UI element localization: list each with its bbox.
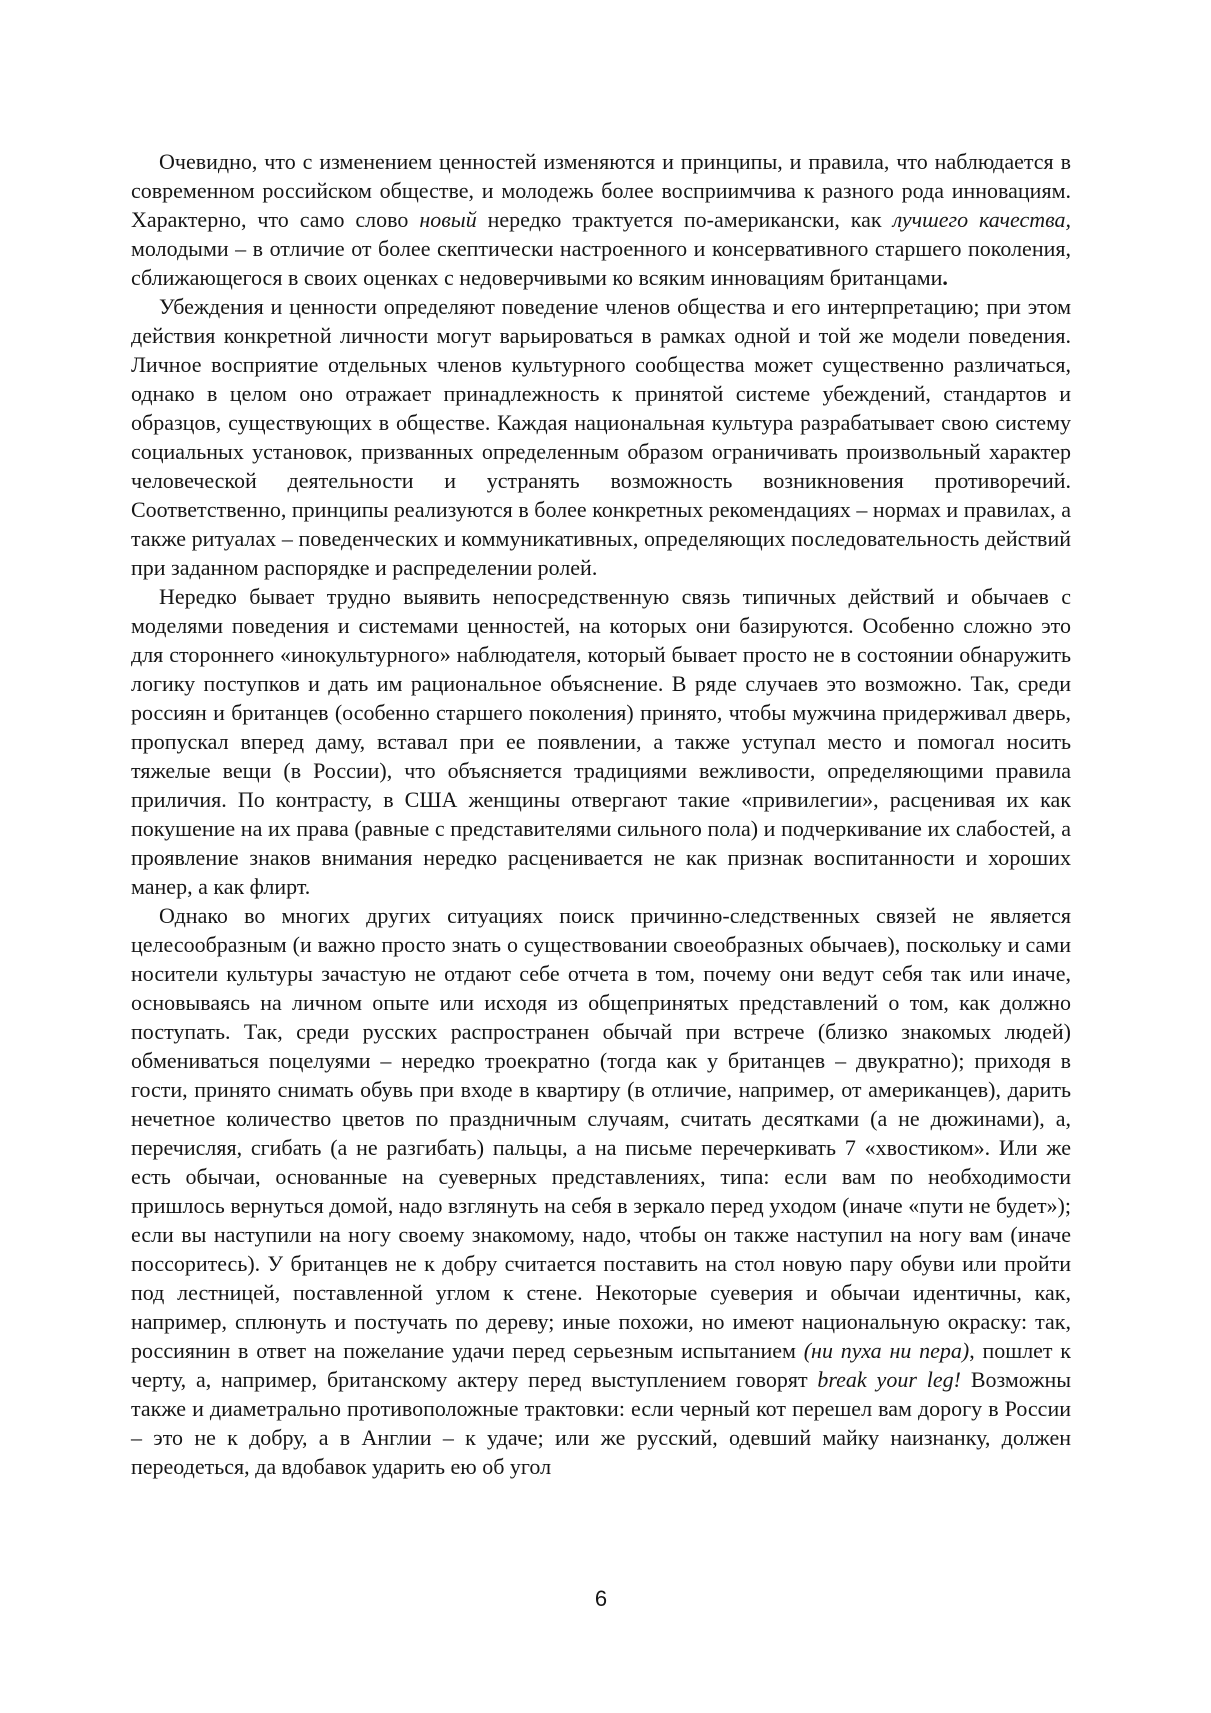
- paragraph-1-segment-6: .: [942, 265, 948, 290]
- paragraph-2: [131, 292, 1071, 582]
- paragraph-4-segment-3: , пошлет к черту, а, например, британскому актеру перед выступлением говорят: [131, 1338, 1072, 1392]
- paragraph-1-segment-5: молодыми – в отличие от более скептически настроенного и консервативного старшего поколения, сближающегося в своих оценках с недоверчивыми ко всяким инновациям британцами: [131, 236, 1071, 290]
- paragraph-1-segment-1: Очевидно, что с изменением ценностей изменяются и принципы, и правила, что наблюдается в современном российском обществе, и молодежь более восприимчива к разного рода инновациям. Характерно, что само слово: [131, 149, 1071, 232]
- text-body: [131, 147, 1071, 1481]
- paragraph-4-segment-4: break your leg!: [817, 1367, 961, 1392]
- paragraph-4: [131, 901, 1071, 1481]
- paragraph-2-segment-1: Убеждения и ценности определяют поведение членов общества и его интерпретацию; при этом действия конкретной личности могут варьироваться в рамках одной и той же модели поведения. Личное восприятие отдельных членов культурного сообщества может существенно различаться, однако в целом оно отражает принадлежность к принятой системе убеждений, стандартов и образцов, существующих в обществе. Каждая национальная культура разрабатывает свою систему социальных установок, призванных определенным образом ограничивать произвольный характер человеческой деятельности и устранять возможность возникновения противоречий. Соответственно, принципы реализуются в более конкретных рекомендациях – нормах и правилах, а также ритуалах – поведенческих и коммуникативных, определяющих последовательность действий при заданном распорядке и распределении ролей.: [131, 294, 1071, 580]
- paragraph-1-segment-4: лучшего качества,: [892, 207, 1071, 232]
- page-number: 6: [594, 1586, 608, 1611]
- paragraph-4-segment-2: (ни пуха ни пера): [803, 1338, 970, 1363]
- paragraph-1: [131, 147, 1071, 292]
- paragraph-4-segment-5: Возможны также и диаметрально противоположные трактовки: если черный кот перешел вам дорогу в России – это не к добру, а в Англии – к удаче; или же русский, одевший майку наизнанку, должен переодеться, да вдобавок ударить ею об угол: [131, 1367, 1071, 1479]
- paragraph-4-segment-1: Однако во многих других ситуациях поиск причинно-следственных связей не является целесообразным (и важно просто знать о существовании своеобразных обычаев), поскольку и сами носители культуры зачастую не отдают себе отчета в том, почему они ведут себя так или иначе, основываясь на личном опыте или исходя из общепринятых представлений о том, как должно поступать. Так, среди русских распространен обычай при встрече (близко знакомых людей) обмениваться поцелуями – нередко троекратно (тогда как у британцев – двукратно); приходя в гости, принято снимать обувь при входе в квартиру (в отличие, например, от американцев), дарить нечетное количество цветов по праздничным случаям, считать десятками (а не дюжинами), а, перечисляя, сгибать (а не разгибать) пальцы, а на письме перечеркивать 7 «хвостиком». Или же есть обычаи, основанные на суеверных представлениях, типа: если вам по необходимости пришлось вернуться домой, надо взглянуть на себя в зеркало перед уходом (иначе «пути не будет»); если вы наступили на ногу своему знакомому, надо, чтобы он также наступил на ногу вам (иначе поссоритесь). У британцев не к добру считается поставить на стол новую пару обуви или пройти под лестницей, поставленной углом к стене. Некоторые суеверия и обычаи идентичны, как, например, сплюнуть и постучать по дереву; иные похожи, но имеют национальную окраску: так, россиянин в ответ на пожелание удачи перед серьезным испытанием: [131, 903, 1071, 1363]
- paragraph-1-segment-3: нередко трактуется по-американски, как: [476, 207, 893, 232]
- paragraph-3-segment-1: Нередко бывает трудно выявить непосредственную связь типичных действий и обычаев с моделями поведения и системами ценностей, на которых они базируются. Особенно сложно это для стороннего «инокультурного» наблюдателя, который бывает просто не в состоянии обнаружить логику поступков и дать им рациональное объяснение. В ряде случаев это возможно. Так, среди россиян и британцев (особенно старшего поколения) принято, чтобы мужчина придерживал дверь, пропускал вперед даму, вставал при ее появлении, а также уступал место и помогал носить тяжелые вещи (в России), что объясняется традициями вежливости, определяющими правила приличия. По контрасту, в США женщины отвергают такие «привилегии», расценивая их как покушение на их права (равные с представителями сильного пола) и подчеркивание их слабостей, а проявление знаков внимания нередко расценивается не как признак воспитанности и хороших манер, а как флирт.: [131, 584, 1071, 899]
- paragraph-3: [131, 582, 1071, 901]
- paragraph-1-segment-2: новый: [419, 207, 477, 232]
